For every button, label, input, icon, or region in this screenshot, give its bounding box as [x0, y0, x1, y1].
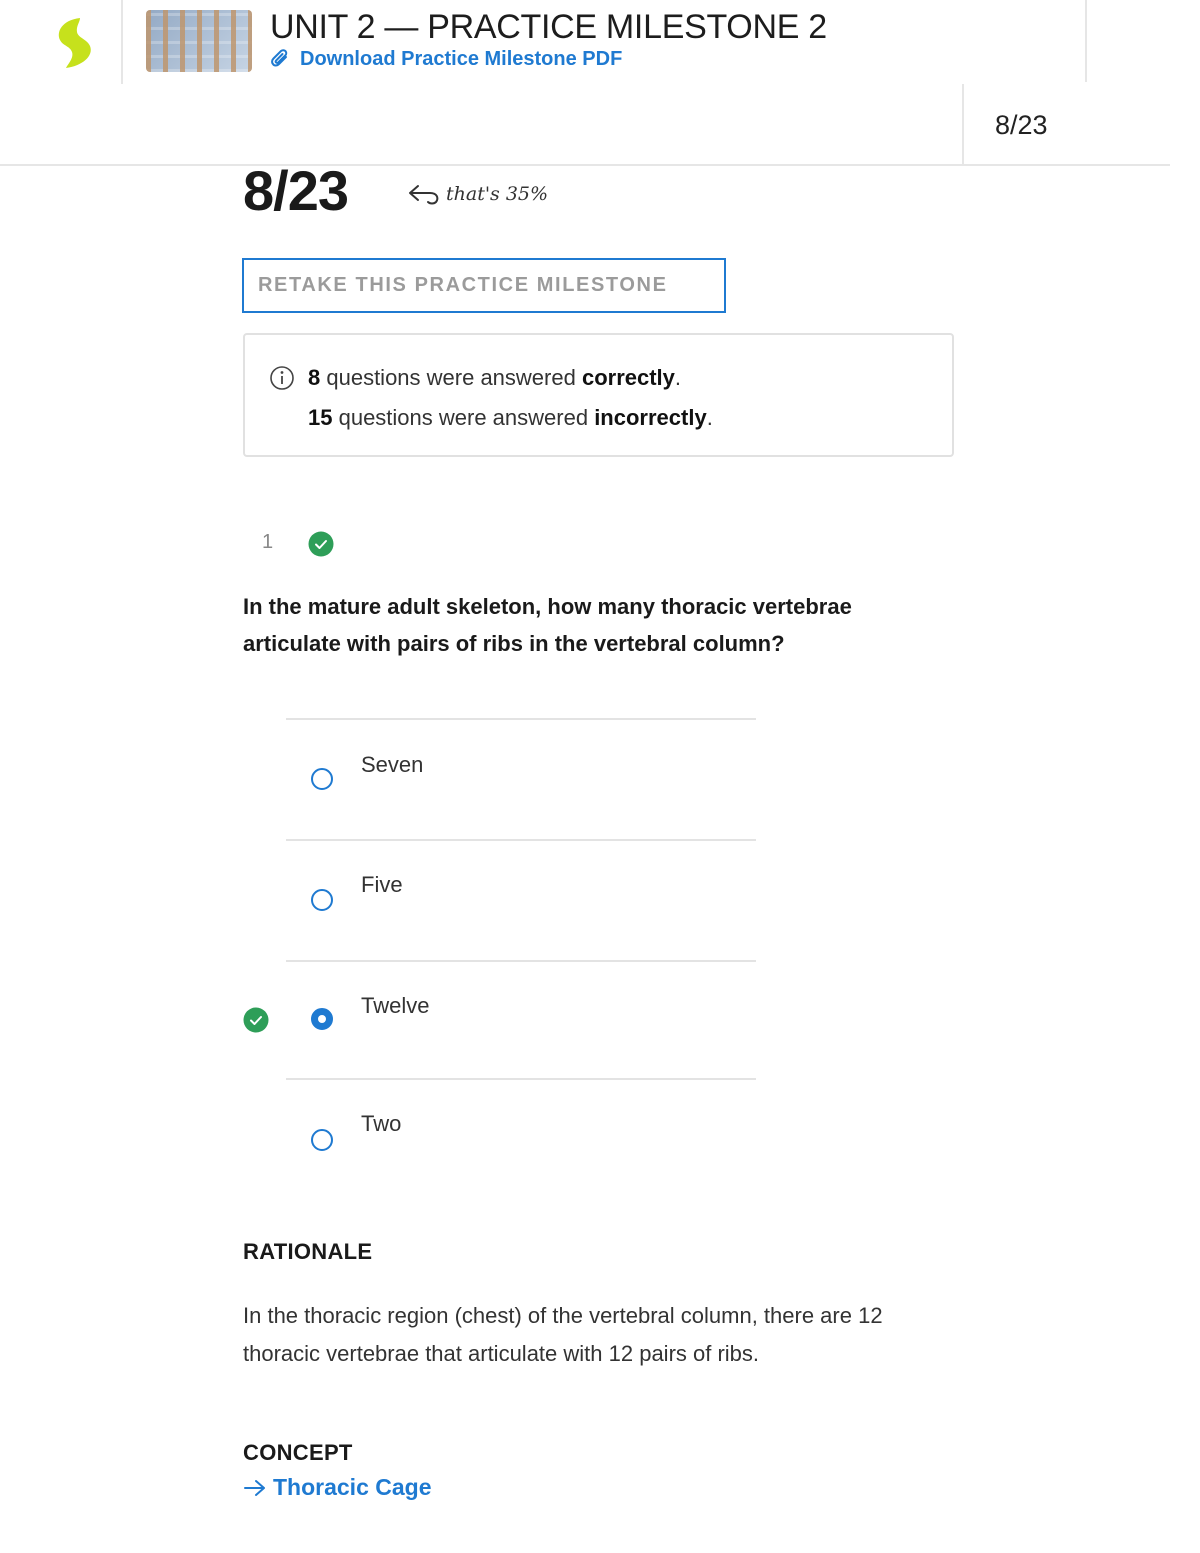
download-pdf-label: Download Practice Milestone PDF: [300, 47, 623, 70]
option-label: Two: [361, 1111, 402, 1136]
question-text: In the mature adult skeleton, how many thoracic vertebrae articulate with pairs of ribs in the vertebral column?: [243, 594, 852, 656]
answer-option[interactable]: [286, 720, 756, 838]
incorrect-summary: [308, 405, 713, 431]
radio-button-selected[interactable]: [311, 1008, 333, 1030]
sophia-logo[interactable]: [52, 16, 98, 70]
incorrect-count: 15: [308, 405, 333, 430]
period: .: [706, 405, 713, 430]
correct-word: correctly: [581, 365, 675, 390]
question-number: 1: [262, 531, 274, 553]
period: .: [674, 365, 682, 390]
concept-link[interactable]: [243, 1474, 432, 1501]
radio-button[interactable]: [311, 889, 333, 911]
unit-thumbnail: [146, 10, 252, 72]
rationale-heading: RATIONALE: [243, 1239, 373, 1264]
download-pdf-link[interactable]: [270, 46, 622, 72]
results-summary: [243, 333, 954, 457]
correct-summary: [308, 365, 681, 391]
score-summary-short: 8/23: [995, 110, 1048, 140]
check-circle-icon: [243, 1007, 269, 1033]
rationale-text: In the thoracic region (chest) of the vertebral column, there are 12 thoracic vertebrae that articulate with 12 pairs of ribs.: [243, 1303, 883, 1366]
correct-count: 8: [308, 365, 321, 390]
option-label: Twelve: [361, 993, 430, 1018]
retake-button[interactable]: RETAKE THIS PRACTICE MILESTONE: [242, 258, 726, 313]
option-label: Five: [361, 872, 403, 897]
incorrect-summary-text: questions were answered: [332, 405, 595, 430]
answer-option[interactable]: [286, 1080, 756, 1198]
concept-link-label: Thoracic Cage: [273, 1474, 432, 1500]
radio-button[interactable]: [311, 768, 333, 790]
percent-text: that's 35%: [446, 183, 549, 205]
info-icon: [269, 365, 295, 391]
page-title: UNIT 2 — PRACTICE MILESTONE 2: [270, 8, 827, 46]
correct-summary-text: questions were answered: [320, 365, 582, 390]
percent-note: [408, 182, 548, 206]
arrow-right-icon: [243, 1478, 267, 1498]
option-label: Seven: [361, 752, 424, 777]
curved-arrow-icon: [408, 182, 442, 206]
score-value: 8/23: [243, 159, 348, 222]
answer-option[interactable]: [286, 841, 756, 959]
paperclip-icon: [270, 49, 290, 69]
radio-button[interactable]: [311, 1129, 333, 1151]
concept-heading: CONCEPT: [243, 1440, 353, 1465]
answer-option-selected[interactable]: [286, 962, 756, 1080]
incorrect-word: incorrectly: [594, 405, 707, 430]
check-circle-icon: [308, 531, 334, 557]
